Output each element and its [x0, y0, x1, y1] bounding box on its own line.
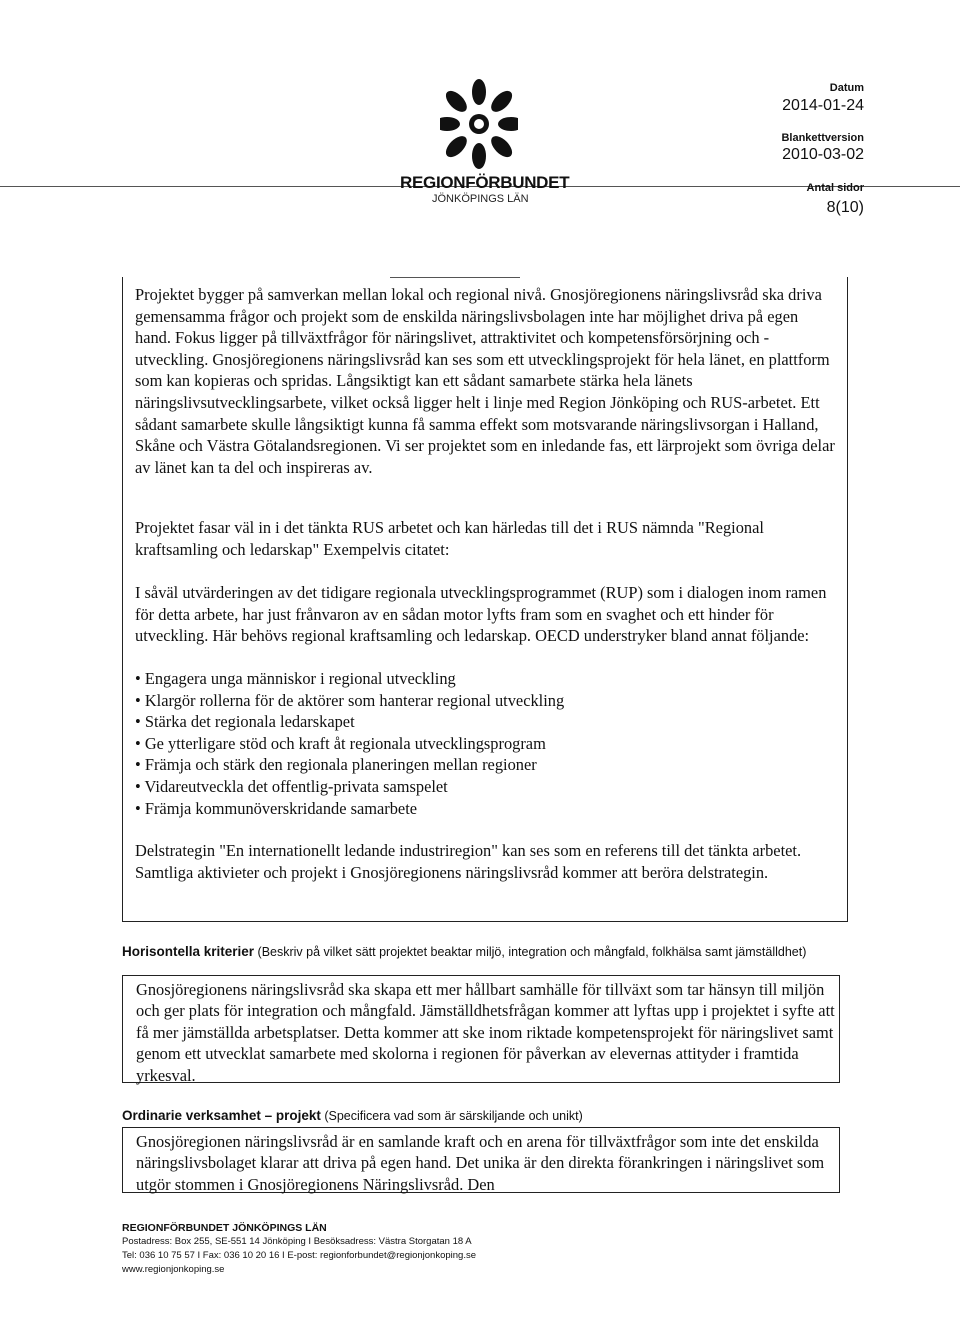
horizontal-criteria-heading [122, 944, 842, 960]
horizontal-criteria-title: Horisontella kriterier [122, 944, 255, 959]
footer-address: Postadress: Box 255, SE-551 14 Jönköping I Besöksadress: Västra Storgatan 18 A [122, 1236, 472, 1247]
oecd-bullet-list [135, 668, 835, 819]
list-item: • Främja kommunöverskridande samarbete [135, 798, 835, 820]
org-subtitle: JÖNKÖPINGS LÄN [432, 193, 529, 205]
list-item: • Stärka det regionala ledarskapet [135, 711, 835, 733]
version-label: Blankettversion [781, 132, 864, 144]
paragraph-rup-quote: I såväl utvärderingen av det tidigare regionala utvecklingsprogrammet (RUP) som i dialogen inom ramen för detta arbete, har just frånvaron av en sådan motor lyfts fram som en svaghet och ett hinder för utveckling. Här behövs regional kraftsamling och ledarskap. OECD understryker bland annat följande: [135, 583, 827, 646]
footer-org: REGIONFÖRBUNDET JÖNKÖPINGS LÄN [122, 1222, 327, 1234]
list-item: • Främja och stärk den regionala planeringen mellan regioner [135, 754, 835, 776]
version-value: 2010-03-02 [782, 146, 864, 163]
page-footer [122, 1221, 476, 1277]
ordinary-operations-heading [122, 1108, 842, 1124]
ordinary-operations-text: Gnosjöregionen näringslivsråd är en samlande kraft och en arena för tillväxtfrågor som inte det enskilda näringslivsbolaget klarar att driva på egen hand. Det unika är den direkta förankringen i näringslivet som utgör stommen i Gnosjöregionens Näringslivsråd. Den [136, 1132, 825, 1194]
paragraph-delstrategi: Delstrategin "En internationellt ledande industriregion" kan ses som en referens till det tänkta arbetet. Samtliga aktivieter och projekt i Gnosjöregionens näringslivsråd kommer att beröra delstrategin. [135, 841, 802, 882]
paragraph-rus-reference: Projektet fasar väl in i det tänkta RUS arbetet och kan härledas till det i RUS nämnda "Regional kraftsamling och ledarskap" Exempelvis citatet: [135, 518, 764, 559]
paragraph-project-cooperation: Projektet bygger på samverkan mellan lokal och regional nivå. Gnosjöregionens näringslivsråd ska driva gemensamma frågor och projekt som de enskilda näringslivsbolagen inte har möjlighet driva på egen hand. Fokus ligger på tillväxtfrågor för näringslivet, attraktivitet och kompetensförsörjning och -utveckling. Gnosjöregionens näringslivsråd kan ses som ett utvecklingsprojekt för hela länet, en plattform som kan kopieras och spridas. Långsiktigt kan ett sådant samarbete stärka hela länets näringslivsutvecklingsarbete, vilket också ligger helt i linje med Region Jönköping och RUS-arbetet. Ett sådant samarbete skulle långsiktigt kunna få samma effekt som motsvarande näringslivsorgan i Halland, Skåne och Västra Götalandsregionen. Vi ser projektet som en inledande fas, ett lärprojekt som övriga delar av länet kan ta del och inspireras av. [135, 285, 835, 477]
list-item: • Vidareutveckla det offentlig-privata samspelet [135, 776, 835, 798]
org-name: REGIONFÖRBUNDET [400, 173, 570, 192]
date-value: 2014-01-24 [782, 97, 864, 114]
main-box-top-mark [390, 277, 520, 278]
ordinary-operations-note: (Specificera vad som är särskiljande och unikt) [324, 1109, 583, 1123]
list-item: • Engagera unga människor i regional utveckling [135, 668, 835, 690]
pages-value: 8(10) [826, 199, 864, 216]
footer-web: www.regionjonkoping.se [122, 1264, 225, 1275]
horizontal-criteria-note: (Beskriv på vilket sätt projektet beaktar miljö, integration och mångfald, folkhälsa samt jämställdhet) [257, 945, 807, 959]
pages-label: Antal sidor [806, 182, 864, 194]
horizontal-criteria-text: Gnosjöregionens näringslivsråd ska skapa ett mer hållbart samhälle för tillväxt som tar hänsyn till miljön och ger plats för integration och mångfald. Jämställdhetsfrågan kommer att lyftas upp i projektet i syfte att få mer jämställda arbetsplatser. Detta kommer att ske inom riktade kompetensprojekt för näringslivet samt genom ett utvecklat samarbete med skolorna i regionen för påverkan av elevernas attityder i framtida yrkesval. [136, 980, 835, 1085]
list-item: • Klargör rollerna för de aktörer som hanterar regional utveckling [135, 690, 835, 712]
ordinary-operations-box [122, 1127, 840, 1193]
ordinary-operations-title: Ordinarie verksamhet – projekt [122, 1108, 321, 1123]
horizontal-criteria-box [122, 975, 840, 1083]
date-label: Datum [829, 82, 864, 94]
footer-contact: Tel: 036 10 75 57 I Fax: 036 10 20 16 I E-post: regionforbundet@regionjonkoping.se [122, 1250, 476, 1261]
list-item: • Ge ytterligare stöd och kraft åt regionala utvecklingsprogram [135, 733, 835, 755]
regionforbundet-logo [440, 78, 518, 170]
